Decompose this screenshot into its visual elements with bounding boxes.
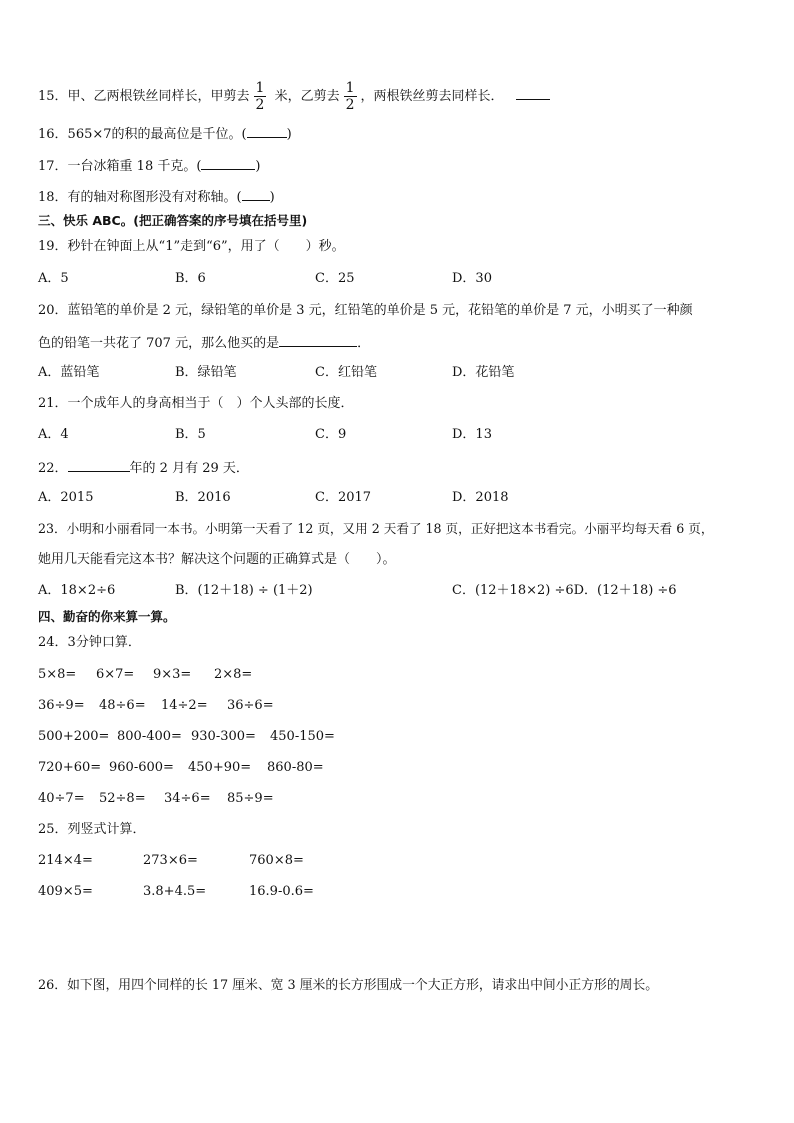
q22-option-b[interactable]: B．2016 [175,490,231,505]
vertical-calc-item: 3.8+4.5= [143,884,207,899]
oral-calc-item: 6×7= [96,667,135,682]
q22-answer-blank[interactable] [68,458,130,472]
q22-option-d[interactable]: D．2018 [452,490,509,505]
question-24-title: 24．3分钟口算． [38,635,141,650]
oral-calc-item: 2×8= [214,667,253,682]
q15-answer-blank[interactable] [516,86,550,100]
question-18: 18．有的轴对称图形没有对称轴。( ) [38,187,275,207]
q15-fraction-2: $\frac{1}{2}$ [345,80,355,113]
q15-fraction-1: $\frac{1}{2}$ [255,80,265,113]
question-15 [38,80,550,114]
vertical-calc-item: 16.9-0.6= [249,884,314,899]
question-26: 26．如下图，用四个同样的长 17 厘米、宽 3 厘米的长方形围成一个大正方形，请求出中间小正方形的周长。 [38,978,659,993]
q17-answer-blank[interactable] [201,156,255,170]
question-20-line-2: 色的铅笔一共花了 707 元，那么他买的是 ． [38,333,370,353]
vertical-calc-item: 760×8= [249,853,304,868]
q16-answer-blank[interactable] [247,124,287,138]
q18-text: 18．有的轴对称图形没有对称轴。( [38,190,242,205]
oral-calc-item: 14÷2= [161,698,208,713]
q19-option-b[interactable]: B．6 [175,271,206,286]
oral-calc-item: 860-80= [267,760,324,775]
question-17: 17．一台冰箱重 18 千克。( ) [38,156,261,176]
q15-text-c: ，两根铁丝剪去同样长． [360,89,504,104]
vertical-calc-item: 214×4= [38,853,93,868]
q20-option-d[interactable]: D．花铅笔 [452,365,515,380]
q19-option-a[interactable]: A．5 [38,271,69,286]
question-23-line-1: 23．小明和小丽看同一本书。小明第一天看了 12 页，又用 2 天看了 18 页，正好把这本书看完。小丽平均每天看 6 页， [38,521,714,536]
q21-option-a[interactable]: A．4 [38,427,69,442]
oral-calc-item: 930-300= [191,729,256,744]
q22-option-a[interactable]: A．2015 [38,490,94,505]
question-20-line-1: 20．蓝铅笔的单价是 2 元，绿铅笔的单价是 3 元，红铅笔的单价是 5 元，花铅笔的单价是 7 元，小明买了一种颜 [38,303,693,318]
q22-option-c[interactable]: C．2017 [315,490,372,505]
oral-calc-item: 800-400= [117,729,182,744]
q20-answer-blank[interactable] [279,333,357,347]
q21-option-d[interactable]: D．13 [452,427,492,442]
section-4-heading: 四、勤奋的你来算一算。 [38,609,176,624]
question-22: 22． 年的 2 月有 29 天． [38,458,249,478]
q15-text-a: 15．甲、乙两根铁丝同样长，甲剪去 [38,89,250,104]
oral-calc-item: 48÷6= [99,698,146,713]
oral-calc-item: 85÷9= [227,791,274,806]
oral-calc-item: 720+60= [38,760,102,775]
oral-calc-item: 450+90= [188,760,252,775]
q23-option-a[interactable]: A．18×2÷6 [38,583,116,598]
q20-option-a[interactable]: A．蓝铅笔 [38,365,100,380]
question-21: 21．一个成年人的身高相当于（ ）个人头部的长度． [38,396,354,411]
q23-option-c-d[interactable]: C．(12＋18×2) ÷6D．(12＋18) ÷6 [452,583,677,598]
oral-calc-item: 500+200= [38,729,110,744]
q17-text: 17．一台冰箱重 18 千克。( [38,159,202,174]
question-23-line-2: 她用几天能看完这本书？解决这个问题的正确算式是（ ）。 [38,552,396,567]
oral-calc-item: 52÷8= [99,791,146,806]
vertical-calc-item: 273×6= [143,853,198,868]
q20-option-b[interactable]: B．绿铅笔 [175,365,237,380]
q21-option-b[interactable]: B．5 [175,427,206,442]
q19-option-c[interactable]: C．25 [315,271,355,286]
question-19: 19．秒针在钟面上从“1”走到“6”，用了（ ）秒。 [38,239,345,254]
oral-calc-item: 450-150= [270,729,335,744]
oral-calc-item: 960-600= [109,760,174,775]
question-16: 16．565×7的积的最高位是千位。( ) [38,124,292,144]
oral-calc-item: 36÷9= [38,698,85,713]
oral-calc-item: 9×3= [153,667,192,682]
oral-calc-item: 36÷6= [227,698,274,713]
question-25-title: 25．列竖式计算． [38,822,146,837]
q16-text: 16．565×7的积的最高位是千位。( [38,127,247,142]
oral-calc-item: 5×8= [38,667,77,682]
oral-calc-item: 40÷7= [38,791,85,806]
q15-text-b: 米，乙剪去 [274,89,340,104]
q21-option-c[interactable]: C．9 [315,427,347,442]
q20-option-c[interactable]: C．红铅笔 [315,365,377,380]
oral-calc-item: 34÷6= [164,791,211,806]
q23-option-b[interactable]: B．(12＋18) ÷ (1＋2) [175,583,313,598]
vertical-calc-item: 409×5= [38,884,93,899]
q18-answer-blank[interactable] [242,187,270,201]
q19-option-d[interactable]: D．30 [452,271,492,286]
section-3-heading: 三、快乐 ABC。(把正确答案的序号填在括号里) [38,213,308,228]
